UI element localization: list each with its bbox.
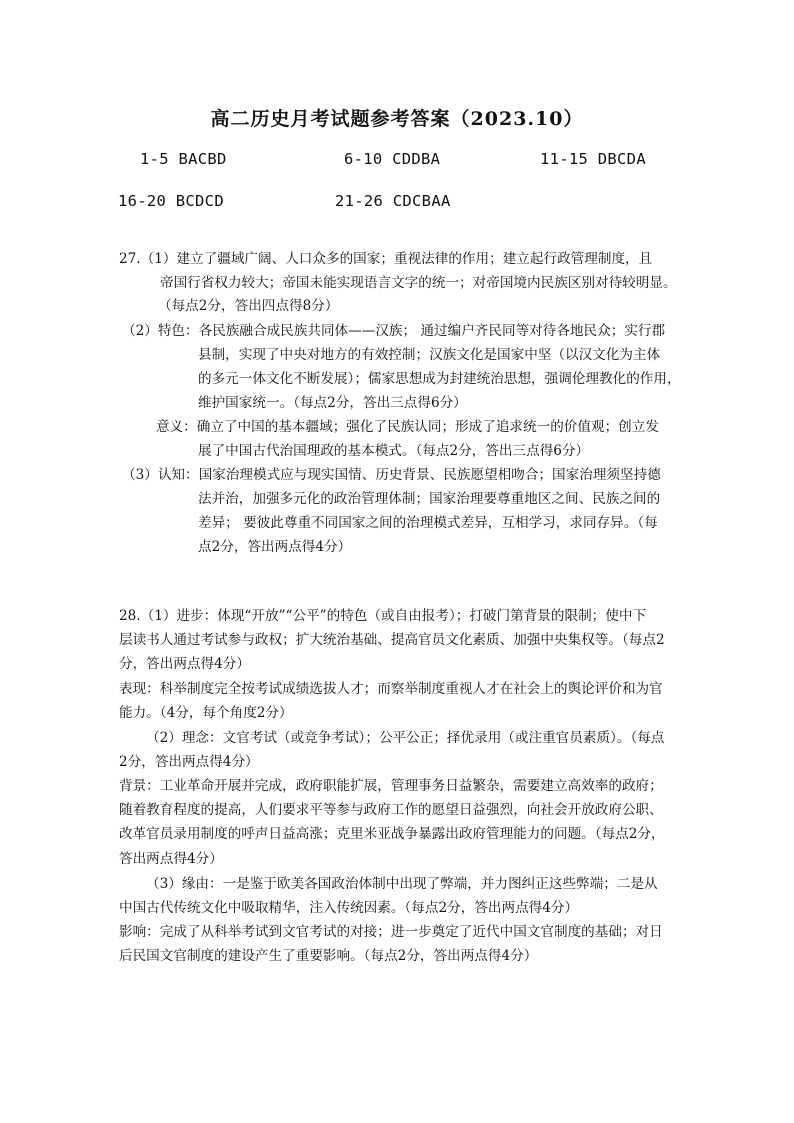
q27-line: 的多元一体文化不断发展）；儒家思想成为封建统治思想，强调伦理教化的作用，: [198, 371, 681, 387]
q28-line: 中国古代传统文化中吸取精华，注入传统因素。（每点2分，答出两点得4分）: [119, 900, 579, 916]
q27-line: （3）认知：国家治理模式应与现实国情、历史背景、民族愿望相吻合；国家治理须坚持德: [122, 467, 661, 483]
q27-line: 展了中国古代治国理政的基本模式。（每点2分，答出三点得6分）: [198, 443, 590, 459]
page-title: 高二历史月考试题参考答案（2023.10）: [210, 108, 584, 130]
q27-line: （2）特色：各民族融合成民族共同体——汉族； 通过编户齐民同等对待各地民众；实行郡: [122, 323, 666, 339]
q27-line: （每点2分，答出四点得8分）: [158, 298, 339, 314]
answers-11-15: 11-15 DBCDA: [540, 150, 646, 168]
q28-line: 后民国文官制度的建设产生了重要影响。（每点2分，答出两点得4分）: [119, 948, 538, 964]
answers-21-26: 21-26 CDCBAA: [335, 192, 451, 210]
q28-line: 层读书人通过考试参与政权；扩大统治基础、提高官员文化素质、加强中央集权等。（每点2: [119, 632, 665, 648]
q28-line: 28.（1）进步：体现“开放”“公平”的特色（或自由报考）；打破门第背景的限制；使中下: [119, 608, 647, 624]
answers-1-5: 1-5 BACBD: [140, 150, 227, 168]
answers-16-20: 16-20 BCDCD: [118, 192, 224, 210]
q27-line: 27.（1）建立了疆域广阔、人口众多的国家；重视法律的作用；建立起行政管理制度，且: [119, 251, 653, 267]
q28-line: （2）理念：文官考试（或竞争考试）；公平公正；择优录用（或注重官员素质）。（每点: [146, 730, 665, 746]
q28-line: 背景：工业革命开展并完成，政府职能扩展，管理事务日益繁杂，需要建立高效率的政府；: [119, 778, 663, 794]
q28-line: 影响：完成了从科举考试到文官考试的对接；进一步奠定了近代中国文官制度的基础；对日: [119, 924, 663, 940]
q27-line: 县制，实现了中央对地方的有效控制；汉族文化是国家中坚（以汉文化为主体: [198, 347, 661, 363]
q27-line: 帝国行省权力较大；帝国未能实现语言文字的统一；对帝国境内民族区别对待较明显。: [160, 275, 677, 291]
q27-line: 法并治，加强多元化的政治管理体制；国家治理要尊重地区之间、民族之间的: [198, 491, 661, 507]
q27-line: 意义：确立了中国的基本疆域；强化了民族认同；形成了追求统一的价值观；创立发: [156, 419, 659, 435]
q28-line: 改革官员录用制度的呼声日益高涨；克里米亚战争暴露出政府管理能力的问题。（每点2分，: [119, 826, 665, 842]
answers-6-10: 6-10 CDDBA: [344, 150, 441, 168]
q28-line: 随着教育程度的提高，人们要求平等参与政府工作的愿望日益强烈，向社会开放政府公职、: [119, 802, 663, 818]
q27-line: 差异； 要彼此尊重不同国家之间的治理模式差异，互相学习，求同存异。（每: [198, 515, 658, 531]
q28-line: 答出两点得4分）: [119, 851, 223, 867]
q28-line: 能力。（4分，每个角度2分）: [119, 705, 293, 721]
q28-line: 分，答出两点得4分）: [119, 656, 250, 672]
q28-line: 表现：科举制度完全按考试成绩选拔人才；而察举制度重视人才在社会上的舆论评价和为官: [119, 681, 663, 697]
q28-line: （3）缘由：一是鉴于欧美各国政治体制中出现了弊端，并力图纠正这些弊端；二是从: [146, 876, 658, 892]
q27-line: 点2分，答出两点得4分）: [198, 539, 352, 555]
q28-line: 2分，答出两点得4分）: [119, 754, 259, 770]
q27-line: 维护国家统一。（每点2分，答出三点得6分）: [198, 395, 467, 411]
